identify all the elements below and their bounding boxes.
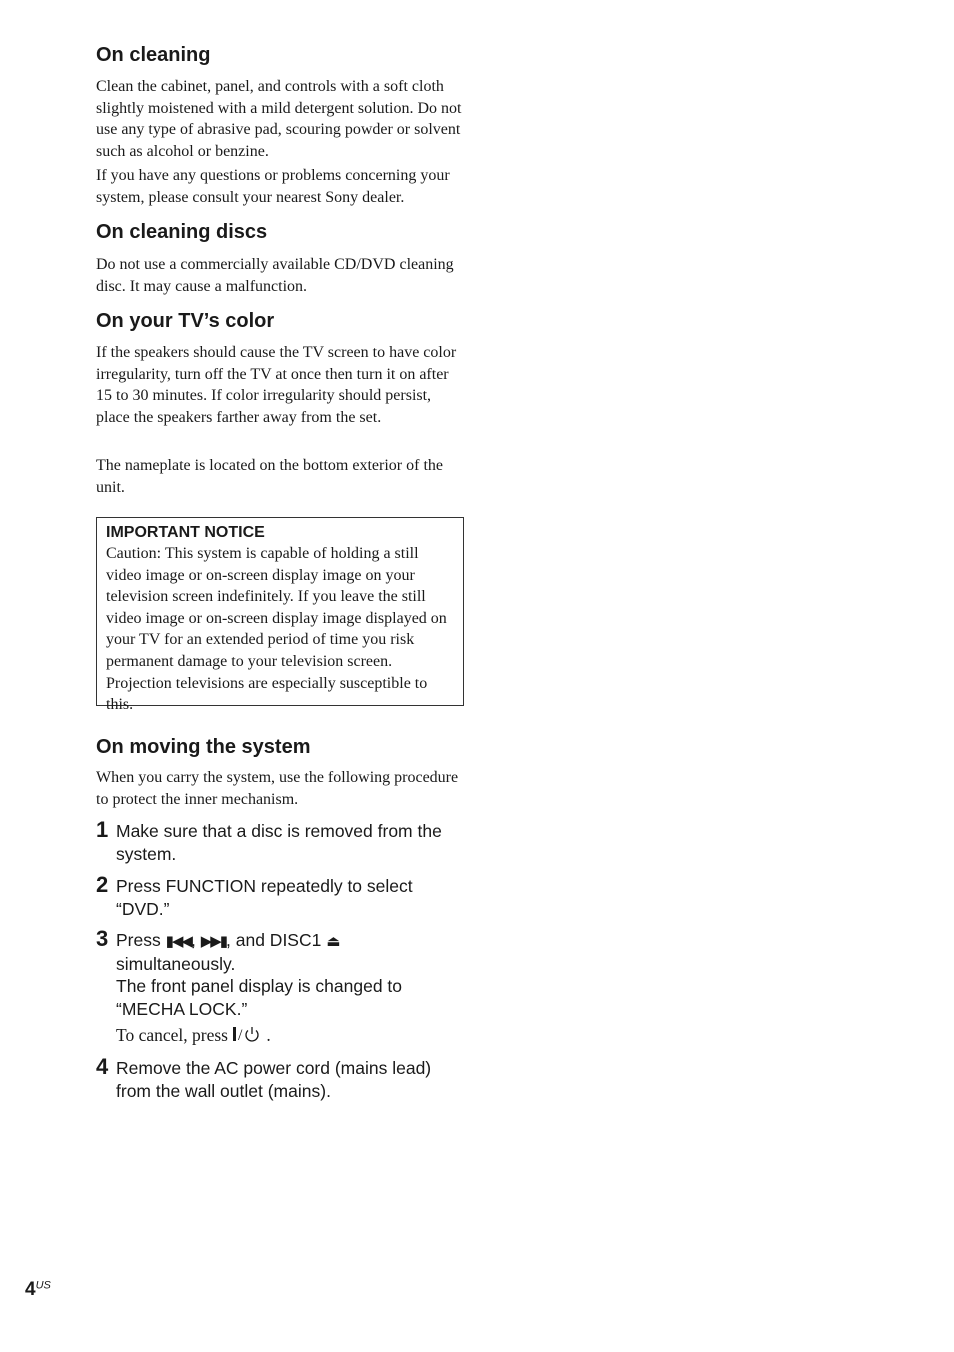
nameplate-paragraph: The nameplate is located on the bottom exterior of the unit. [96,457,443,496]
heading-tv-color: On your TV’s color [96,310,275,332]
step-number: 3 [96,926,109,951]
cancel-text [116,1024,464,1049]
page-number-suffix: US [35,1279,51,1292]
step-text: Remove the AC power cord (mains lead) from the wall outlet (mains). [116,1058,432,1101]
power-slash: / [238,1027,243,1043]
step-text: Press FUNCTION repeatedly to select “DVD.” [116,876,413,919]
power-icon [232,1025,266,1049]
cancel-end: . [266,1025,271,1045]
dealer-paragraph: If you have any questions or problems concerning your system, please consult your nearest Sony dealer. [96,167,450,206]
front-panel-text: The front panel display is changed to “MECHA LOCK.” [116,976,403,1019]
eject-icon: ⏏ [326,932,339,950]
step-number: 2 [96,872,109,897]
step-text [116,929,464,1020]
step-text: Make sure that a disc is removed from the system. [116,821,442,864]
moving-intro: When you carry the system, use the following procedure to protect the inner mechanism. [96,769,459,808]
cleaning-discs-paragraph: Do not use a commercially available CD/DVD cleaning disc. It may cause a malfunction. [96,256,454,295]
page-number [25,1279,51,1301]
important-notice-box [96,517,464,714]
disc1-label: , and DISC1 [226,930,322,950]
notice-title: IMPORTANT NOTICE [106,524,265,541]
cleaning-paragraph: Clean the cabinet, panel, and controls with a soft cloth slightly moistened with a mild detergent solution. Do not use any type of abrasive pad, scouring powder or solvent such as alcohol or benzine. [96,78,462,160]
notice-body: Caution: This system is capable of holding a still video image or on-screen display image on your television screen indefinitely. If you leave the still video image or on-screen display image displayed on your TV for an extended period of time you risk permanent damage to your television screen. Projection televisions are especially susceptible to this. [106,545,447,714]
step-number: 1 [96,817,109,842]
heading-moving-system: On moving the system [96,736,311,758]
step-number: 4 [96,1054,109,1079]
next-track-icon: ▶▶▮ [200,932,227,950]
previous-track-icon: ▮◀◀ [165,932,191,950]
press-label: Press [116,930,161,950]
heading-on-cleaning-discs: On cleaning discs [96,221,268,243]
tv-color-paragraph: If the speakers should cause the TV screen to have color irregularity, turn off the TV at once then turn it on after 15 to 30 minutes. If color irregularity should persist, place the speakers farther away from the set. [96,344,457,426]
simultaneously-text: simultaneously. [116,953,236,974]
cancel-label: To cancel, press [116,1025,228,1045]
separator: , [190,930,196,950]
heading-on-cleaning: On cleaning [96,44,211,66]
page-number-value: 4 [25,1279,36,1300]
